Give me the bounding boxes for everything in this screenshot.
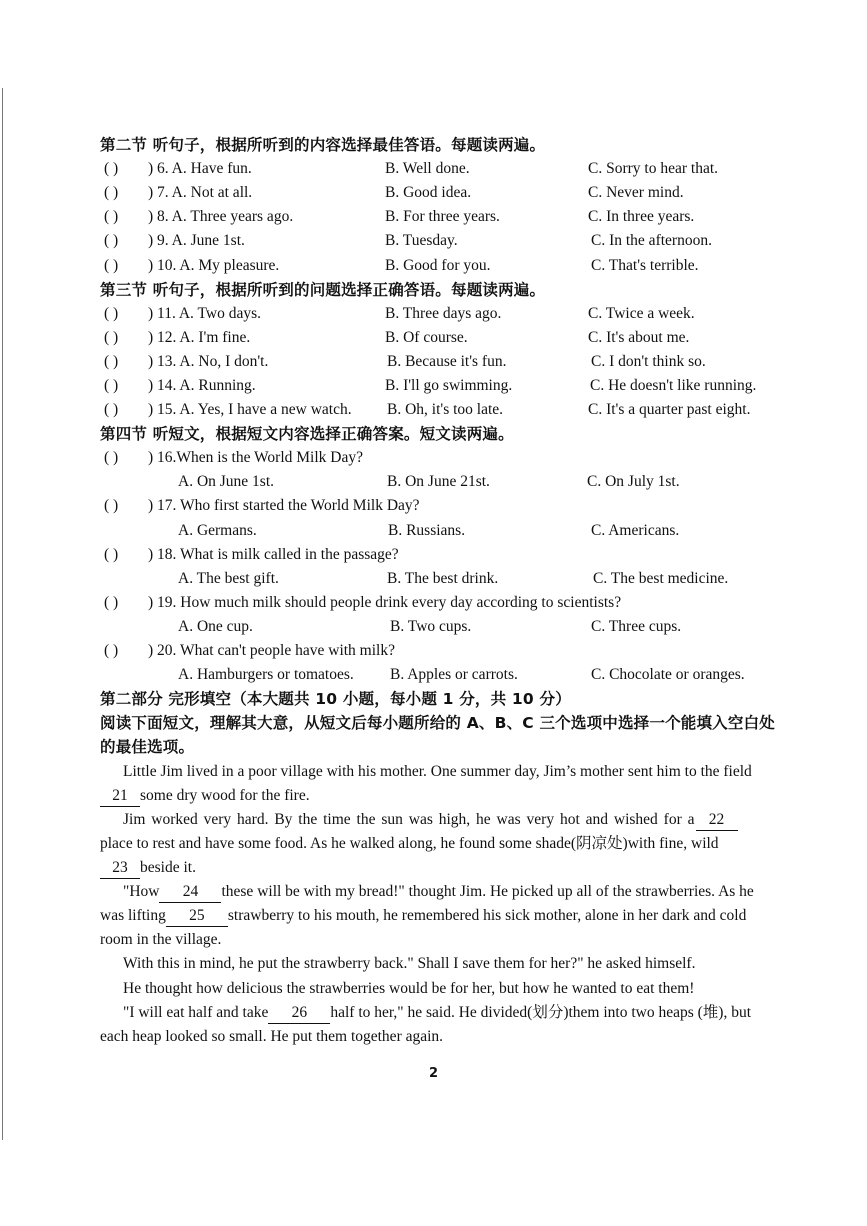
question-19-options [0, 615, 867, 639]
passage-text: was lifting [100, 907, 166, 924]
option-a: ) 13. A. No, I don't. [148, 353, 269, 370]
page-number: 2 [429, 1066, 439, 1081]
answer-bracket[interactable]: ( ) [104, 353, 119, 370]
question-text: ) 16.When is the World Milk Day? [148, 449, 363, 466]
option-c: C. Twice a week. [588, 305, 695, 322]
question-15 [0, 398, 867, 422]
option-b: B. I'll go swimming. [385, 377, 513, 394]
option-a: ) 7. A. Not at all. [148, 184, 253, 201]
passage-text: half to her," he said. He divided(划分)them into two heaps (堆), but [330, 1004, 752, 1021]
answer-bracket[interactable]: ( ) [104, 232, 119, 249]
option-c: C. Sorry to hear that. [588, 160, 719, 177]
answer-bracket[interactable]: ( ) [104, 594, 119, 611]
blank-23[interactable]: 23 [100, 858, 140, 879]
question-7 [0, 181, 867, 205]
option-a: A. The best gift. [178, 570, 279, 587]
passage-text: strawberry to his mouth, he remembered his sick mother, alone in her dark and cold [227, 907, 747, 924]
option-c: C. Three cups. [591, 618, 682, 635]
answer-bracket[interactable]: ( ) [104, 497, 119, 514]
passage-text: Jim worked very hard. By the time the sun was high, he was very hot and wished for a [123, 811, 695, 828]
passage-line [123, 880, 754, 904]
option-c: C. Americans. [591, 522, 680, 539]
answer-bracket[interactable]: ( ) [104, 642, 119, 659]
option-a: A. Hamburgers or tomatoes. [178, 666, 354, 683]
passage-line [100, 784, 310, 808]
question-13 [0, 350, 867, 374]
option-a: ) 15. A. Yes, I have a new watch. [148, 401, 352, 418]
answer-bracket[interactable]: ( ) [104, 546, 119, 563]
option-c: C. I don't think so. [591, 353, 706, 370]
passage-line [123, 977, 694, 1001]
blank-22[interactable]: 22 [696, 810, 738, 831]
question-12 [0, 326, 867, 350]
instructions-text: 阅读下面短文，理解其大意，从短文后每小题所给的 A、B、C 三个选项中选择一个能填入空白处 [100, 714, 775, 732]
section-3-title: 第三节 听句子，根据所听到的问题选择正确答语。每题读两遍。 [100, 281, 546, 299]
passage-line [123, 952, 695, 976]
answer-bracket[interactable]: ( ) [104, 305, 119, 322]
answer-bracket[interactable]: ( ) [104, 401, 119, 418]
option-c: C. The best medicine. [593, 570, 729, 587]
option-c: C. That's terrible. [591, 257, 699, 274]
part-2-title: 第二部分 完形填空（本大题共 10 小题，每小题 1 分，共 10 分） [100, 690, 571, 708]
option-a: ) 12. A. I'm fine. [148, 329, 251, 346]
part-2-heading [0, 687, 867, 711]
answer-bracket[interactable]: ( ) [104, 184, 119, 201]
option-c: C. Never mind. [588, 184, 684, 201]
passage-text: some dry wood for the fire. [140, 787, 310, 804]
passage-text: beside it. [140, 859, 196, 876]
option-a: ) 14. A. Running. [148, 377, 256, 394]
passage-text: each heap looked so small. He put them together again. [100, 1028, 444, 1045]
option-a: ) 9. A. June 1st. [148, 232, 245, 249]
instructions-text: 的最佳选项。 [100, 738, 195, 756]
question-19-stem [0, 591, 867, 615]
option-b: B. Because it's fun. [387, 353, 507, 370]
section-4-heading [0, 422, 867, 446]
option-c: C. It's a quarter past eight. [588, 401, 751, 418]
question-16-stem [0, 446, 867, 470]
blank-25[interactable]: 25 [166, 906, 228, 927]
passage-text: room in the village. [100, 931, 222, 948]
option-c: C. It's about me. [588, 329, 690, 346]
passage-line [100, 1025, 443, 1049]
question-text: ) 18. What is milk called in the passage? [148, 546, 399, 563]
passage-line [100, 832, 719, 856]
option-c: C. On July 1st. [587, 473, 680, 490]
option-a: ) 10. A. My pleasure. [148, 257, 280, 274]
instructions-line-1 [0, 711, 867, 735]
answer-bracket[interactable]: ( ) [104, 329, 119, 346]
option-b: B. The best drink. [387, 570, 499, 587]
section-2-heading [0, 133, 867, 157]
question-9 [0, 229, 867, 253]
option-a: ) 6. A. Have fun. [148, 160, 252, 177]
option-b: B. On June 21st. [387, 473, 490, 490]
section-4-title: 第四节 听短文，根据短文内容选择正确答案。短文读两遍。 [100, 425, 514, 443]
passage-line [123, 1001, 751, 1025]
blank-21[interactable]: 21 [100, 786, 140, 807]
question-6 [0, 157, 867, 181]
question-10 [0, 254, 867, 278]
passage-line [100, 904, 746, 928]
section-2-title: 第二节 听句子，根据所听到的内容选择最佳答语。每题读两遍。 [100, 136, 546, 154]
section-3-heading [0, 278, 867, 302]
blank-26[interactable]: 26 [268, 1003, 330, 1024]
option-c: C. Chocolate or oranges. [591, 666, 745, 683]
instructions-line-2 [0, 735, 867, 759]
option-b: B. Three days ago. [385, 305, 502, 322]
option-b: B. Good for you. [385, 257, 491, 274]
option-a: ) 8. A. Three years ago. [148, 208, 294, 225]
question-18-stem [0, 543, 867, 567]
option-b: B. Good idea. [385, 184, 472, 201]
passage-line [123, 808, 738, 832]
answer-bracket[interactable]: ( ) [104, 208, 119, 225]
option-a: A. Germans. [178, 522, 257, 539]
question-17-options [0, 519, 867, 543]
passage-line [100, 856, 196, 880]
option-b: B. Tuesday. [385, 232, 458, 249]
question-16-options [0, 470, 867, 494]
question-20-stem [0, 639, 867, 663]
question-11 [0, 302, 867, 326]
question-18-options [0, 567, 867, 591]
question-20-options [0, 663, 867, 687]
passage-text: place to rest and have some food. As he walked along, he found some shade(阴凉处)with fine, wild [100, 835, 719, 852]
answer-bracket[interactable]: ( ) [104, 257, 119, 274]
blank-24[interactable]: 24 [159, 882, 221, 903]
option-b: B. Of course. [385, 329, 468, 346]
answer-bracket[interactable]: ( ) [104, 377, 119, 394]
option-c: C. In the afternoon. [591, 232, 712, 249]
passage-text: With this in mind, he put the strawberry back." Shall I save them for her?" he asked himself. [123, 955, 696, 972]
answer-bracket[interactable]: ( ) [104, 160, 119, 177]
option-b: B. For three years. [385, 208, 500, 225]
option-a: ) 11. A. Two days. [148, 305, 262, 322]
option-b: B. Two cups. [390, 618, 472, 635]
question-14 [0, 374, 867, 398]
question-8 [0, 205, 867, 229]
option-b: B. Oh, it's too late. [387, 401, 504, 418]
answer-bracket[interactable]: ( ) [104, 449, 119, 466]
option-a: A. One cup. [178, 618, 253, 635]
question-17-stem [0, 494, 867, 518]
option-b: B. Well done. [385, 160, 470, 177]
question-text: ) 17. Who first started the World Milk Day? [148, 497, 420, 514]
option-b: B. Russians. [388, 522, 466, 539]
passage-line [100, 928, 221, 952]
question-text: ) 20. What can't people have with milk? [148, 642, 395, 659]
passage-text: He thought how delicious the strawberries would be for her, but how he wanted to eat them! [123, 980, 695, 997]
option-c: C. In three years. [588, 208, 695, 225]
question-text: ) 19. How much milk should people drink every day according to scientists? [148, 594, 622, 611]
option-b: B. Apples or carrots. [390, 666, 518, 683]
passage-text: "I will eat half and take [123, 1004, 269, 1021]
passage-text: these will be with my bread!" thought Jim. He picked up all of the strawberries. As he [221, 883, 754, 900]
passage-text: "How [123, 883, 160, 900]
passage-line [123, 760, 752, 784]
option-c: C. He doesn't like running. [590, 377, 757, 394]
passage-text: Little Jim lived in a poor village with his mother. One summer day, Jim’s mother sent him to the field [123, 763, 752, 780]
option-a: A. On June 1st. [178, 473, 275, 490]
